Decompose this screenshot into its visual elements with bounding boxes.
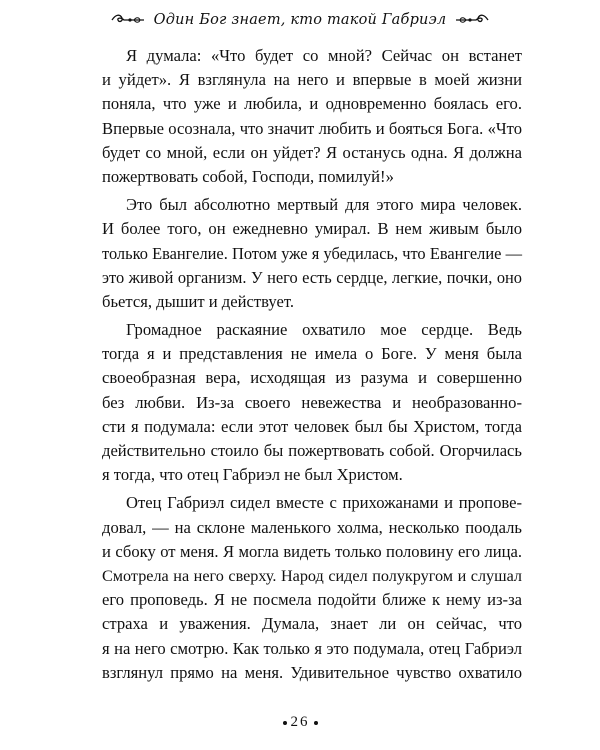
text-line: довал, — на склоне маленького холма, несколько поодаль <box>102 517 522 537</box>
text-line: тогда я и представления не имела о Боге. У меня была <box>102 344 522 364</box>
running-header-title: Один Бог знает, кто такой Габриэл <box>153 12 447 28</box>
left-flourish-icon <box>110 13 146 27</box>
dot-icon <box>314 721 318 725</box>
dot-icon <box>283 721 287 725</box>
paragraph <box>102 491 522 685</box>
text-line: бьется, дышит и действует. <box>102 291 294 311</box>
text-line: И более того, он ежедневно умирал. В нем живым было <box>102 219 522 239</box>
text-line: только Евангелие. Потом уже я убедилась, что Евангелие — <box>102 243 522 263</box>
text-line: его проповедь. Я не посмела подойти ближе к нему из-за <box>102 590 522 610</box>
text-line: и сбоку от меня. Я могла видеть только половину его лица. <box>102 541 522 561</box>
text-line: Отец Габриэл сидел вместе с прихожанами и пропове- <box>126 493 522 513</box>
running-header <box>0 8 600 32</box>
paragraph <box>102 318 522 487</box>
text-line: Впервые осознала, что значит любить и бояться Бога. «Что <box>102 118 522 138</box>
page-footer <box>0 714 600 731</box>
text-line: я на него смотрю. Как только я это подумала, отец Габриэл <box>102 638 522 658</box>
text-line: сти я подумала: если этот человек был бы Христом, тогда <box>102 416 522 436</box>
right-flourish-icon <box>454 13 490 27</box>
text-line: Смотрела на него сверху. Народ сидел полукругом и слушал <box>102 566 522 585</box>
paragraph <box>102 44 522 189</box>
text-line: своеобразная вера, исходящая из разума и совершенно <box>102 368 522 388</box>
text-line: страха и уважения. Думала, знает ли он сейчас, что <box>102 614 522 634</box>
text-line: и уйдет». Я взглянула на него и впервые в моей жизни <box>102 70 522 90</box>
text-line: без любви. Из-за своего невежества и необразованно- <box>102 392 522 412</box>
text-line: действительно стоило бы пожертвовать собой. Огорчилась <box>102 441 522 460</box>
body-text <box>102 44 522 685</box>
paragraph <box>102 193 522 314</box>
text-line: Это был абсолютно мертвый для этого мира человек. <box>126 195 522 215</box>
text-line: пожертвовать собой, Господи, помилуй!» <box>102 166 394 186</box>
page-number: 26 <box>290 714 310 730</box>
text-line: Громадное раскаяние охватило мое сердце. Ведь <box>126 320 522 340</box>
text-line: взглянул прямо на меня. Удивительное чувство охватило <box>102 662 522 682</box>
text-line: поняла, что уже и любила, и одновременно боялась его. <box>102 94 522 114</box>
text-line: Я думала: «Что будет со мной? Сейчас он встанет <box>126 46 522 65</box>
text-line: будет со мной, если он уйдет? Я останусь одна. Я должна <box>102 142 522 162</box>
text-line: я тогда, что отец Габриэл не был Христом. <box>102 465 403 485</box>
text-line: это живой организм. У него есть сердце, легкие, почки, оно <box>102 267 522 287</box>
